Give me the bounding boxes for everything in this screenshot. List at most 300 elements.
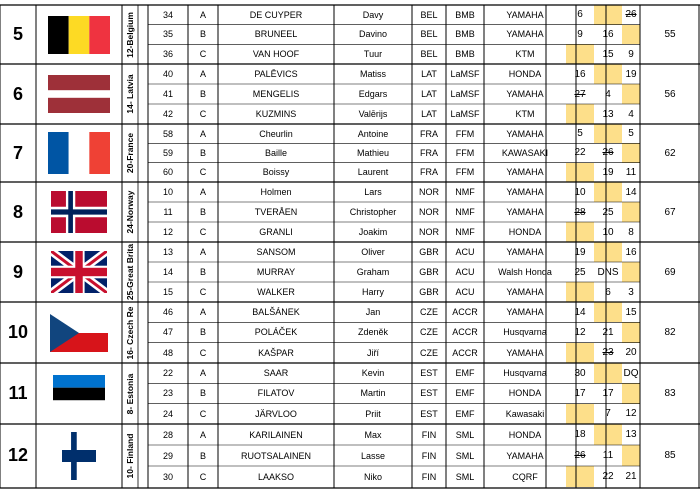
flag-cell — [36, 5, 122, 64]
nation-code: BEL — [420, 9, 438, 20]
last-name: KARILAINEN — [249, 429, 303, 440]
race-1-result: 22 — [574, 147, 586, 159]
race-1-result: 16 — [574, 68, 586, 80]
federation: BMB — [455, 49, 475, 60]
motorcycle: HONDA — [508, 227, 542, 237]
team-name: 8- Estonia — [125, 373, 135, 414]
table-row — [148, 445, 640, 466]
team-name: 20-France — [125, 132, 135, 174]
team-name-cell — [122, 424, 138, 487]
team-total: 69 — [664, 266, 676, 278]
flag-cell — [36, 302, 122, 363]
class-letter: B — [199, 450, 206, 461]
race-2-result: 19 — [602, 166, 614, 178]
class-letter: C — [199, 287, 207, 297]
race-2-result: DNS — [597, 266, 619, 278]
flag-cell — [36, 363, 122, 424]
class-letter: A — [199, 187, 206, 197]
motorcycle: YAMAHA — [506, 9, 544, 20]
rider-number: 23 — [162, 388, 173, 399]
motorcycle: YAMAHA — [506, 287, 544, 297]
first-name: Max — [364, 429, 382, 440]
position-number: 10 — [7, 322, 29, 342]
last-name: WALKER — [257, 287, 295, 297]
race-3-result: 13 — [625, 429, 637, 440]
race-2-result — [594, 64, 622, 84]
table-row — [148, 302, 640, 322]
first-name: Priit — [365, 408, 381, 419]
team-total: 62 — [664, 147, 676, 159]
federation: ACU — [455, 287, 475, 297]
rider-number: 59 — [162, 147, 173, 158]
class-letter: A — [199, 368, 206, 379]
class-letter: C — [199, 408, 207, 419]
norway-flag — [51, 191, 107, 233]
class-letter: C — [199, 347, 207, 358]
table-row — [148, 466, 640, 487]
federation: ACCR — [452, 347, 478, 358]
first-name: Christopher — [349, 207, 397, 217]
motorcycle: HONDA — [508, 429, 542, 440]
team-name: 24-Norway — [125, 190, 135, 234]
race-3-result: DQ — [623, 367, 639, 379]
nation-code: CZE — [420, 347, 438, 358]
federation: ACU — [455, 247, 475, 257]
motorcycle: CQRF — [512, 471, 538, 482]
race-1-result — [566, 163, 594, 182]
nation-code: BEL — [420, 29, 438, 40]
table-row — [148, 222, 640, 242]
race-1-result: 10 — [574, 186, 586, 198]
federation: NMF — [455, 187, 475, 197]
last-name: SANSOM — [256, 247, 296, 257]
last-name: VAN HOOF — [252, 49, 300, 60]
race-3-result: 5 — [628, 128, 634, 140]
position-number: 8 — [12, 201, 23, 222]
last-name: RUOTSALAINEN — [240, 450, 311, 461]
race-1-result: 12 — [574, 326, 586, 338]
race-2-result: 22 — [602, 471, 614, 482]
last-name: TVERÅEN — [254, 207, 298, 217]
rider-number: 30 — [162, 471, 173, 482]
motorcycle: YAMAHA — [506, 128, 544, 139]
federation: NMF — [455, 207, 475, 217]
first-name: Oliver — [361, 247, 385, 257]
team-name: 12-Belgium — [125, 11, 135, 58]
first-name: Davino — [358, 29, 387, 40]
federation: SML — [455, 429, 475, 440]
team-total: 67 — [664, 206, 676, 218]
class-letter: C — [199, 471, 207, 482]
team-name: 16- Czech Re — [125, 306, 135, 359]
race-3-result: 19 — [625, 68, 637, 80]
class-letter: A — [199, 307, 206, 318]
team-group — [0, 124, 700, 182]
federation: ACCR — [452, 307, 478, 318]
first-name: Graham — [356, 267, 390, 277]
class-letter: A — [199, 429, 206, 440]
czech-flag — [50, 314, 108, 352]
rider-number: 22 — [162, 368, 173, 379]
race-2-result: 21 — [602, 326, 614, 338]
race-2-result: 25 — [602, 206, 614, 218]
federation: SML — [455, 450, 475, 461]
class-letter: B — [199, 29, 206, 40]
race-3-result: 16 — [625, 246, 637, 258]
rider-number: 35 — [162, 29, 173, 40]
race-1-result: 18 — [574, 429, 586, 440]
flag-cell — [36, 424, 122, 487]
last-name: Baille — [264, 147, 287, 158]
last-name: MURRAY — [256, 267, 296, 277]
race-2-result — [594, 182, 622, 202]
first-name: Lars — [364, 187, 382, 197]
race-3-result — [622, 445, 640, 466]
table-row — [148, 282, 640, 302]
table-row — [148, 182, 640, 202]
race-1-result — [566, 343, 594, 363]
flag-cell — [36, 182, 122, 242]
nation-code: FIN — [421, 429, 437, 440]
nation-code: LAT — [421, 109, 437, 119]
federation: ACCR — [452, 327, 478, 338]
team-name: 25-Great Brita — [125, 243, 135, 301]
rider-number: 24 — [162, 408, 173, 419]
race-1-result — [566, 44, 594, 64]
race-1-result: 27 — [574, 88, 586, 100]
first-name: Matiss — [359, 69, 386, 79]
federation: NMF — [455, 227, 475, 237]
motorcycle: KTM — [515, 109, 535, 119]
table-row — [148, 363, 640, 383]
race-1-result: 14 — [574, 306, 586, 318]
great-britain-flag — [51, 251, 107, 293]
first-name: Jiří — [367, 347, 379, 358]
race-3-result — [622, 202, 640, 222]
class-letter: C — [199, 167, 207, 178]
class-letter: A — [199, 69, 206, 79]
position-number: 9 — [12, 261, 23, 282]
race-3-result: 9 — [628, 48, 634, 60]
race-3-result: 8 — [628, 226, 634, 238]
first-name: Niko — [363, 471, 382, 482]
rider-number: 36 — [162, 49, 173, 60]
last-name: Cheurlin — [259, 128, 293, 139]
team-name-cell — [122, 5, 138, 64]
rider-number: 12 — [162, 227, 173, 237]
race-1-result — [566, 104, 594, 124]
race-3-result: 14 — [625, 186, 637, 198]
race-3-result — [622, 25, 640, 45]
rider-number: 40 — [162, 69, 173, 79]
first-name: Valērijs — [358, 109, 388, 119]
rider-number: 14 — [162, 267, 173, 277]
motorcycle: YAMAHA — [506, 247, 544, 257]
rider-number: 42 — [162, 109, 173, 119]
race-3-result — [622, 262, 640, 282]
nation-code: FRA — [420, 167, 438, 178]
race-2-result — [594, 302, 622, 322]
race-1-result: 25 — [574, 266, 586, 278]
race-3-result: 12 — [625, 408, 637, 420]
race-2-result: 10 — [602, 226, 614, 238]
race-1-result: 17 — [574, 387, 586, 399]
rider-number: 11 — [163, 207, 173, 217]
table-row — [148, 163, 640, 182]
last-name: Holmen — [260, 187, 292, 197]
rider-number: 47 — [162, 327, 173, 338]
last-name: SAAR — [263, 368, 289, 379]
nation-code: GBR — [419, 287, 439, 297]
rider-number: 28 — [162, 429, 173, 440]
nation-code: GBR — [419, 267, 439, 277]
team-group — [0, 182, 700, 242]
last-name: FILATOV — [257, 388, 295, 399]
team-total: 55 — [664, 29, 676, 40]
race-2-result: 23 — [602, 347, 614, 359]
race-2-result — [594, 363, 622, 383]
federation: FFM — [455, 128, 475, 139]
race-1-result — [566, 466, 594, 487]
team-total: 83 — [664, 388, 676, 399]
motorcycle: YAMAHA — [506, 307, 544, 318]
team-group — [0, 424, 700, 487]
team-group — [0, 302, 700, 363]
flag-cell — [36, 242, 122, 302]
class-letter: C — [199, 109, 207, 119]
team-group — [0, 5, 700, 64]
team-name: 10- Finland — [125, 433, 135, 478]
first-name: Zdeněk — [357, 327, 389, 338]
first-name: Mathieu — [356, 147, 390, 158]
table-row — [148, 104, 640, 124]
table-row — [148, 44, 640, 64]
team-name: 14- Latvia — [125, 74, 135, 114]
race-2-result — [594, 424, 622, 445]
table-row — [148, 124, 640, 143]
first-name: Kevin — [361, 368, 385, 379]
finland-flag — [62, 432, 96, 480]
race-3-result — [622, 322, 640, 342]
race-2-result — [594, 124, 622, 143]
race-3-result: 3 — [628, 286, 634, 298]
last-name: MENGELIS — [252, 89, 300, 99]
position-number: 11 — [8, 383, 28, 403]
team-total: 56 — [664, 88, 676, 100]
first-name: Joakim — [358, 227, 388, 237]
last-name: Boissy — [262, 167, 290, 178]
race-1-result — [566, 404, 594, 424]
table-row — [148, 5, 640, 25]
position-number: 12 — [7, 445, 29, 465]
rider-number: 15 — [162, 287, 173, 297]
nation-code: EST — [420, 408, 438, 419]
first-name: Lasse — [360, 450, 386, 461]
table-row — [148, 242, 640, 262]
motorcycle: YAMAHA — [506, 187, 544, 197]
team-total: 82 — [664, 327, 676, 338]
federation: BMB — [455, 29, 475, 40]
race-3-result — [622, 84, 640, 104]
class-letter: B — [199, 147, 206, 158]
class-letter: C — [199, 49, 207, 60]
first-name: Harry — [362, 287, 384, 297]
motorcycle: YAMAHA — [506, 347, 544, 358]
table-row — [148, 25, 640, 45]
last-name: LAAKSO — [257, 471, 295, 482]
motorcycle: YAMAHA — [506, 29, 544, 40]
last-name: GRANLI — [259, 227, 293, 237]
rider-number: 29 — [162, 450, 173, 461]
nation-code: CZE — [420, 327, 438, 338]
flag-cell — [36, 64, 122, 124]
last-name: DE CUYPER — [249, 9, 303, 20]
federation: ACU — [455, 267, 475, 277]
table-row — [148, 262, 640, 282]
table-row — [148, 143, 640, 162]
position-number: 5 — [12, 24, 23, 44]
motorcycle: Walsh Honda — [498, 267, 552, 277]
team-group — [0, 242, 700, 302]
motorcycle: KTM — [515, 49, 535, 60]
rider-number: 34 — [162, 9, 173, 20]
table-row — [148, 404, 640, 424]
team-name-cell — [122, 363, 138, 424]
first-name: Antoine — [357, 128, 389, 139]
nation-code: LAT — [421, 89, 437, 99]
class-letter: B — [199, 207, 206, 217]
rider-number: 13 — [162, 247, 173, 257]
table-row — [148, 383, 640, 403]
last-name: BRUNEEL — [254, 29, 298, 40]
belgium-flag — [48, 16, 110, 54]
team-group — [0, 64, 700, 124]
race-3-result: 26 — [625, 9, 637, 21]
last-name: POLÁČEK — [254, 327, 298, 338]
nation-code: EST — [420, 368, 438, 379]
race-3-result: 15 — [625, 306, 637, 318]
race-1-result: 19 — [574, 246, 586, 258]
nation-code: FRA — [420, 147, 438, 158]
class-letter: B — [199, 89, 206, 99]
table-row — [148, 343, 640, 363]
race-1-result: 28 — [574, 206, 586, 218]
team-name-cell — [122, 64, 138, 124]
race-2-result — [594, 242, 622, 262]
race-1-result: 30 — [574, 367, 586, 379]
motorcycle: Husqvarna — [503, 368, 547, 379]
position-number: 6 — [12, 83, 23, 104]
race-1-result: 6 — [577, 9, 583, 21]
race-2-result: 17 — [602, 387, 614, 399]
latvia-flag — [48, 75, 110, 113]
race-3-result: 4 — [628, 108, 634, 120]
race-3-result — [622, 383, 640, 403]
team-group — [0, 363, 700, 424]
class-letter: A — [199, 9, 206, 20]
nation-code: FIN — [421, 471, 437, 482]
team-name-cell — [122, 124, 138, 182]
federation: LaMSF — [450, 89, 480, 99]
estonia-flag — [53, 375, 105, 413]
rider-number: 60 — [162, 167, 173, 178]
team-total: 85 — [664, 450, 676, 461]
class-letter: C — [199, 227, 207, 237]
table-row — [148, 424, 640, 445]
federation: LaMSF — [450, 69, 480, 79]
race-2-result: 13 — [602, 108, 614, 120]
race-2-result — [594, 5, 622, 25]
nation-code: FRA — [420, 128, 438, 139]
motorcycle: YAMAHA — [506, 167, 544, 178]
race-3-result: 11 — [625, 166, 637, 178]
motorcycle: YAMAHA — [506, 89, 544, 99]
table-row — [148, 322, 640, 342]
federation: EMF — [455, 408, 475, 419]
flag-cell — [36, 124, 122, 182]
race-2-result: 6 — [605, 286, 611, 298]
nation-code: BEL — [420, 49, 438, 60]
nation-code: CZE — [420, 307, 438, 318]
motorcycle: Husqvarna — [503, 327, 547, 338]
rider-number: 48 — [162, 347, 173, 358]
team-name-cell — [122, 302, 138, 363]
federation: FFM — [455, 147, 475, 158]
race-1-result — [566, 282, 594, 302]
class-letter: A — [199, 247, 206, 257]
federation: SML — [455, 471, 475, 482]
nation-code: NOR — [419, 187, 439, 197]
rider-number: 46 — [162, 307, 173, 318]
race-1-result: 26 — [574, 450, 586, 461]
table-row — [148, 84, 640, 104]
table-row — [148, 64, 640, 84]
first-name: Laurent — [357, 167, 389, 178]
first-name: Jan — [365, 307, 381, 318]
federation: LaMSF — [450, 109, 480, 119]
race-2-result: 26 — [602, 147, 614, 159]
race-3-result: 21 — [625, 471, 637, 482]
class-letter: B — [199, 327, 206, 338]
federation: EMF — [455, 368, 475, 379]
nation-code: FIN — [421, 450, 437, 461]
last-name: PALĒVICS — [254, 69, 298, 79]
rider-number: 41 — [162, 89, 173, 99]
position-number: 7 — [12, 142, 23, 163]
team-name-cell — [122, 242, 138, 302]
nation-code: EST — [420, 388, 438, 399]
first-name: Davy — [362, 9, 384, 20]
first-name: Edgars — [358, 89, 388, 99]
last-name: BALŠÁNEK — [252, 307, 300, 318]
first-name: Martin — [360, 388, 386, 399]
nation-code: NOR — [419, 227, 439, 237]
class-letter: B — [199, 267, 206, 277]
race-2-result: 15 — [602, 48, 614, 60]
team-name-cell — [122, 182, 138, 242]
race-3-result — [622, 143, 640, 162]
motorcycle: HONDA — [508, 388, 542, 399]
federation: EMF — [455, 388, 475, 399]
nation-code: NOR — [419, 207, 439, 217]
motorcycle: KAWASAKI — [501, 147, 549, 158]
race-2-result: 4 — [605, 88, 611, 100]
race-2-result: 11 — [602, 450, 614, 461]
class-letter: B — [199, 388, 206, 399]
motorcycle: Kawasaki — [505, 408, 545, 419]
first-name: Tuur — [363, 49, 383, 60]
rider-number: 58 — [162, 128, 173, 139]
